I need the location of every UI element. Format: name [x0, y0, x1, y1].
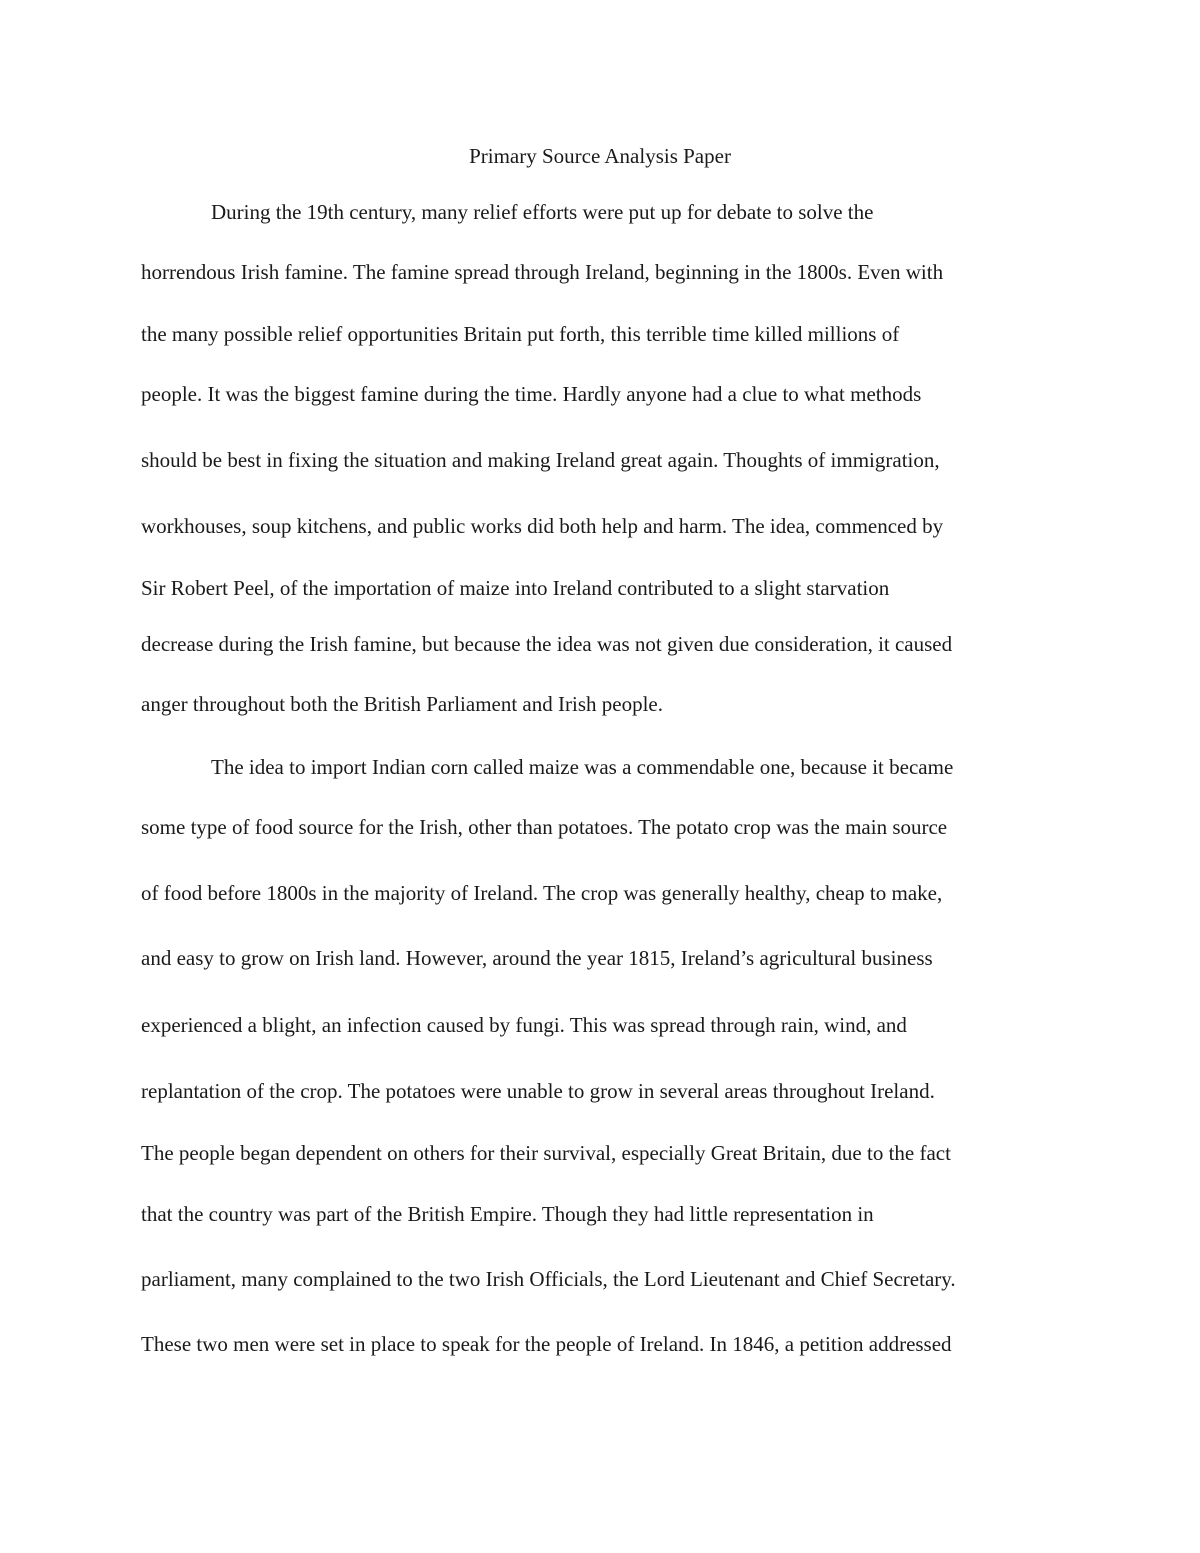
paragraph-line: and easy to grow on Irish land. However, around the year 1815, Ireland’s agricultural business [141, 946, 933, 970]
paragraph-line: These two men were set in place to speak for the people of Ireland. In 1846, a petition addressed [141, 1332, 952, 1356]
paragraph-line: parliament, many complained to the two Irish Officials, the Lord Lieutenant and Chief Secretary. [141, 1267, 956, 1291]
paragraph-line: experienced a blight, an infection caused by fungi. This was spread through rain, wind, and [141, 1013, 907, 1037]
paragraph-line: The idea to import Indian corn called maize was a commendable one, because it became [211, 755, 954, 779]
paragraph-line: of food before 1800s in the majority of Ireland. The crop was generally healthy, cheap to make, [141, 881, 943, 905]
paragraph-line: Sir Robert Peel, of the importation of maize into Ireland contributed to a slight starvation [141, 576, 890, 600]
paragraph-line: During the 19th century, many relief efforts were put up for debate to solve the [211, 200, 874, 224]
paragraph-line: decrease during the Irish famine, but because the idea was not given due consideration, it caused [141, 632, 953, 656]
paragraph-line: replantation of the crop. The potatoes were unable to grow in several areas throughout Ireland. [141, 1079, 935, 1103]
paragraph-line: The people began dependent on others for their survival, especially Great Britain, due to the fact [141, 1141, 951, 1165]
paragraph-line: should be best in fixing the situation and making Ireland great again. Thoughts of immigration, [141, 448, 940, 472]
paragraph-line: workhouses, soup kitchens, and public works did both help and harm. The idea, commenced by [141, 514, 944, 538]
paragraph-line: anger throughout both the British Parliament and Irish people. [141, 692, 663, 716]
paragraph-line: some type of food source for the Irish, other than potatoes. The potato crop was the main source [141, 815, 948, 839]
paragraph-line: that the country was part of the British Empire. Though they had little representation in [141, 1202, 874, 1226]
paragraph-line: people. It was the biggest famine during the time. Hardly anyone had a clue to what methods [141, 382, 922, 406]
paragraph-line: the many possible relief opportunities Britain put forth, this terrible time killed millions of [141, 322, 900, 346]
document-title: Primary Source Analysis Paper [469, 144, 731, 168]
paragraph-line: horrendous Irish famine. The famine spread through Ireland, beginning in the 1800s. Even with [141, 260, 944, 284]
